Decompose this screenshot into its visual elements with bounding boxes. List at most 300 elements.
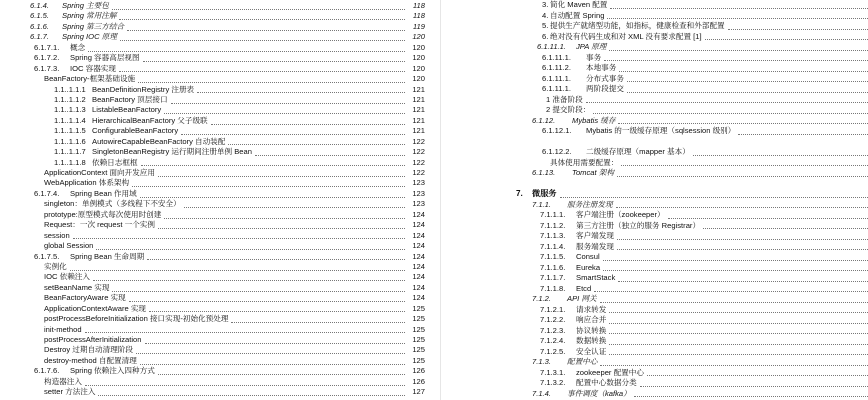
- toc-entry[interactable]: [456, 200, 868, 211]
- dot-leader: [668, 210, 868, 219]
- entry-title: 构造器注入: [44, 376, 82, 386]
- toc-entry[interactable]: [456, 126, 868, 137]
- toc-entry[interactable]: [456, 63, 868, 74]
- page-number: 124: [412, 251, 425, 261]
- dot-leader: [738, 126, 868, 135]
- toc-entry[interactable]: [456, 221, 868, 232]
- dot-leader: [145, 335, 405, 344]
- toc-entry[interactable]: [0, 74, 425, 84]
- toc-entry[interactable]: [456, 137, 868, 148]
- entry-title: 绝对没有代码生成和对 XML 没有要求配置 [1]: [550, 31, 702, 41]
- dot-leader: [617, 231, 868, 240]
- entry-number: 7.1.2.: [532, 294, 551, 303]
- entry-number: 1.1..1.1.2: [54, 94, 86, 104]
- toc-entry[interactable]: [0, 64, 425, 74]
- entry-number: 7.1.1.3.: [540, 231, 566, 240]
- entry-title: Spring 常用注解: [62, 11, 117, 21]
- entry-number: 6.1.6.: [30, 21, 49, 31]
- entry-title: destroy-method 自配置清理: [44, 355, 137, 365]
- toc-entry[interactable]: [456, 284, 868, 295]
- toc-entry[interactable]: [456, 11, 868, 22]
- page-number: 122: [412, 136, 425, 146]
- toc-entry[interactable]: [456, 210, 868, 221]
- page-number: 124: [412, 241, 425, 251]
- page-number: 124: [412, 209, 425, 219]
- entry-number: 6.1.13.: [532, 168, 556, 177]
- toc-entry[interactable]: [456, 32, 868, 43]
- dot-leader: [609, 42, 868, 51]
- entry-title: BeanDefinitionRegistry 注册表: [92, 84, 195, 94]
- entry-number: 7.1.2.3.: [540, 325, 566, 335]
- toc-entry[interactable]: [456, 294, 868, 305]
- entry-title: 具体使用需要配置：: [550, 157, 619, 167]
- toc-entry[interactable]: [0, 126, 425, 136]
- toc-entry[interactable]: [456, 347, 868, 358]
- entry-number: 7.1.1.5.: [540, 252, 566, 261]
- toc-right-column: [456, 0, 868, 399]
- dot-leader: [141, 158, 405, 167]
- entry-title: IOC 依赖注入: [44, 272, 90, 282]
- toc-entry[interactable]: [456, 263, 868, 274]
- entry-number: 5.: [542, 21, 549, 30]
- page-number: 120: [412, 42, 425, 52]
- toc-entry[interactable]: [0, 377, 425, 387]
- entry-title: JPA 原理: [576, 42, 607, 51]
- toc-entry[interactable]: [0, 85, 425, 95]
- entry-number: 7.1.2.5.: [540, 346, 566, 356]
- entry-number: 7.1.1.1.: [540, 210, 566, 219]
- entry-title: 二级缓存原理（mapper 基本）: [586, 147, 690, 156]
- entry-number: 1.1..1.1.3: [54, 105, 86, 115]
- toc-entry[interactable]: [0, 345, 425, 355]
- toc-entry[interactable]: [0, 158, 425, 168]
- dot-leader: [85, 377, 405, 386]
- entry-title: 简化 Maven 配置: [550, 0, 608, 9]
- entry-title: Consul: [576, 252, 600, 261]
- toc-entry[interactable]: [0, 335, 425, 345]
- toc-entry[interactable]: [456, 336, 868, 347]
- toc-entry[interactable]: [456, 326, 868, 337]
- entry-title: Request：一次 request 一个实例: [44, 220, 155, 230]
- entry-title: postProcessBeforeInitialization 接口实现-初始化预处理: [44, 314, 229, 324]
- page-number: 125: [412, 324, 425, 334]
- toc-entry[interactable]: [456, 105, 868, 116]
- dot-leader: [618, 116, 868, 125]
- dot-leader: [594, 284, 868, 293]
- dot-leader: [140, 189, 405, 198]
- dot-leader: [609, 336, 868, 345]
- page-number: 118: [412, 11, 425, 21]
- entry-title: prototype:原型模式每次使用时创建: [44, 209, 162, 219]
- entry-title: 客户端发现: [576, 231, 614, 240]
- toc-entry[interactable]: [0, 220, 425, 230]
- toc-entry[interactable]: [0, 252, 425, 262]
- page-number: 120: [412, 74, 425, 84]
- toc-entry[interactable]: [0, 356, 425, 366]
- entry-number: 7.1.3.1.: [540, 367, 566, 377]
- toc-entry[interactable]: [456, 0, 868, 11]
- dot-leader: [617, 242, 868, 251]
- toc-entry[interactable]: [0, 293, 425, 303]
- page-number: 123: [412, 188, 425, 198]
- toc-entry[interactable]: [456, 147, 868, 158]
- dot-leader: [143, 53, 405, 62]
- toc-entry[interactable]: [0, 387, 425, 397]
- dot-leader: [231, 314, 405, 323]
- entry-number: 7.1.2.2.: [540, 315, 566, 324]
- dot-leader: [132, 178, 405, 187]
- entry-title: 提供生产就绪型功能，如指标，健康检查和外部配置: [550, 21, 725, 30]
- dot-leader: [703, 221, 868, 230]
- dot-leader: [603, 263, 868, 272]
- entry-number: 7.1.1.8.: [540, 283, 566, 293]
- toc-entry[interactable]: [0, 231, 425, 241]
- page-number: 121: [412, 84, 425, 94]
- dot-leader: [140, 356, 405, 365]
- entry-title: WebApplication 体系架构: [44, 178, 130, 188]
- entry-number: 1.1..1.1.7: [54, 147, 86, 157]
- toc-entry[interactable]: [456, 315, 868, 326]
- dot-leader: [607, 11, 868, 20]
- toc-entry[interactable]: [456, 378, 868, 389]
- dot-leader: [171, 95, 405, 104]
- page-number: 123: [412, 178, 425, 188]
- dot-leader: [147, 252, 405, 261]
- entry-number: 1.1..1.1.5: [54, 126, 86, 136]
- dot-leader: [129, 293, 405, 302]
- toc-entry[interactable]: [0, 272, 425, 282]
- page-number: 120: [412, 63, 425, 73]
- entry-number: 6.1.12.: [532, 115, 556, 125]
- entry-title: BeanFactory-框架基础设施: [44, 74, 136, 84]
- page-number: 121: [412, 126, 425, 136]
- entry-title: 1 准备阶段: [546, 94, 583, 104]
- entry-title: global Session: [44, 241, 94, 251]
- toc-entry[interactable]: [456, 242, 868, 253]
- entry-title: init-method: [44, 324, 82, 334]
- dot-leader: [158, 366, 405, 375]
- entry-number: 6.1.7.4.: [34, 188, 60, 198]
- toc-entry[interactable]: [0, 325, 425, 335]
- toc-entry[interactable]: [0, 366, 425, 376]
- dot-leader: [119, 64, 405, 73]
- toc-entry[interactable]: [456, 21, 868, 32]
- entry-title: SmartStack: [576, 273, 616, 282]
- toc-entry[interactable]: [0, 11, 425, 21]
- entry-number: 3.: [542, 0, 549, 9]
- dot-leader: [640, 378, 868, 387]
- toc-entry[interactable]: [456, 179, 868, 190]
- entry-title: 响应合并: [576, 315, 607, 324]
- page-number: 125: [412, 355, 425, 365]
- entry-title: setter 方法注入: [44, 387, 96, 397]
- entry-number: 7.1.1.6.: [540, 262, 566, 272]
- entry-title: 概念: [70, 42, 86, 52]
- entry-number: 7.1.1.7.: [540, 273, 566, 282]
- entry-title: HierarchicalBeanFactory 父子级联: [92, 115, 208, 125]
- page-number: 122: [412, 157, 425, 167]
- toc-entry[interactable]: [0, 314, 425, 324]
- toc-entry[interactable]: [0, 168, 425, 178]
- toc-entry[interactable]: [0, 178, 425, 188]
- toc-left-column: [0, 0, 425, 398]
- toc-entry[interactable]: [456, 158, 868, 169]
- dot-leader: [119, 11, 405, 20]
- column-divider: [440, 0, 441, 400]
- dot-leader: [586, 95, 868, 104]
- dot-leader: [255, 147, 405, 156]
- toc-entry[interactable]: [0, 105, 425, 115]
- dot-leader: [112, 283, 405, 292]
- dot-leader: [127, 22, 405, 31]
- entry-number: 1.1..1.1.4: [54, 115, 86, 125]
- entry-number: 7.1.2.4.: [540, 336, 566, 345]
- toc-entry[interactable]: [456, 84, 868, 95]
- toc-entry[interactable]: [456, 53, 868, 64]
- dot-leader: [120, 32, 405, 41]
- entry-title: 实例化: [44, 261, 67, 271]
- entry-number: 4.: [542, 10, 549, 20]
- page-number: 119: [412, 21, 425, 31]
- dot-leader: [604, 53, 868, 62]
- dot-leader: [609, 315, 868, 324]
- dot-leader: [184, 199, 405, 208]
- toc-entry[interactable]: [0, 262, 425, 272]
- toc-entry[interactable]: [0, 189, 425, 199]
- dot-leader: [197, 85, 405, 94]
- entry-title: 微服务: [532, 189, 557, 198]
- entry-title: 事件调度（kafka）: [567, 388, 631, 398]
- entry-number: 1.1..1.1.8: [54, 157, 86, 167]
- toc-entry[interactable]: [0, 1, 425, 11]
- entry-title: Destroy 过期自动清理阶段: [44, 345, 134, 355]
- entry-number: 7.1.1.: [532, 199, 551, 209]
- page-number: 124: [412, 220, 425, 230]
- dot-leader: [705, 32, 868, 41]
- page-number: 124: [412, 282, 425, 292]
- entry-number: 1.1..1.1.6: [54, 136, 86, 146]
- entry-title: Spring Bean 作用域: [70, 188, 137, 198]
- toc-entry[interactable]: [456, 389, 868, 400]
- entry-number: 6.1.11.1.: [542, 84, 571, 93]
- entry-number: 6.1.7.2.: [34, 53, 60, 63]
- entry-title: Etcd: [576, 283, 592, 293]
- page-number: 122: [412, 168, 425, 177]
- entry-title: Mybatis 缓存: [572, 115, 616, 125]
- dot-leader: [73, 231, 405, 240]
- dot-leader: [211, 116, 405, 125]
- entry-title: Eureka: [576, 262, 601, 272]
- dot-leader: [627, 84, 868, 93]
- entry-number: 6.1.7.6.: [34, 366, 60, 376]
- dot-leader: [593, 105, 868, 114]
- toc-entry[interactable]: [456, 42, 868, 53]
- page-number: 118: [412, 1, 425, 10]
- entry-title: 分布式事务: [586, 73, 624, 83]
- page-number: 124: [412, 293, 425, 303]
- entry-title: AutowireCapableBeanFactory 自动装配: [92, 136, 226, 146]
- dot-leader: [70, 262, 405, 271]
- entry-number: 6.1.11.2.: [542, 63, 571, 72]
- toc-entry[interactable]: [0, 95, 425, 105]
- page-number: 124: [412, 272, 425, 282]
- entry-number: 7.1.2.1.: [540, 304, 566, 314]
- dot-leader: [609, 347, 868, 356]
- entry-title: Spring IOC 原理: [62, 32, 117, 42]
- entry-title: 依赖日志框框: [92, 157, 138, 167]
- page-number: 124: [412, 230, 425, 240]
- dot-leader: [693, 147, 868, 156]
- entry-title: Spring 依赖注入四种方式: [70, 366, 155, 376]
- entry-number: 7.1.4.: [532, 388, 551, 398]
- entry-number: 6.1.11.1.: [537, 42, 566, 51]
- entry-title: 请求转发: [576, 304, 607, 314]
- dot-leader: [609, 326, 868, 335]
- entry-title: 事务: [586, 52, 602, 62]
- entry-title: singleton：单例模式（多线程下不安全）: [44, 199, 181, 209]
- entry-number: 6.1.7.3.: [34, 63, 60, 73]
- page-number: 125: [412, 335, 425, 344]
- page-number: 121: [412, 115, 425, 125]
- entry-title: SingletonBeanRegistry 运行期间注册单例 Bean: [92, 147, 252, 157]
- toc-entry[interactable]: [456, 273, 868, 284]
- entry-title: 协议转换: [576, 325, 607, 335]
- toc-entry[interactable]: [0, 241, 425, 251]
- entry-title: postProcessAfterInitialization: [44, 335, 142, 344]
- entry-number: 6.1.12.1.: [542, 126, 572, 135]
- toc-entry[interactable]: [0, 32, 425, 42]
- page-number: 126: [412, 366, 425, 376]
- dot-leader: [560, 189, 868, 198]
- page-number: 121: [412, 94, 425, 104]
- page-number: 121: [412, 105, 425, 115]
- entry-number: 6.1.12.2.: [542, 147, 572, 156]
- entry-title: Spring 主要包: [62, 1, 109, 10]
- dot-leader: [181, 126, 405, 135]
- dot-leader: [138, 74, 405, 83]
- dot-leader: [619, 63, 868, 72]
- dot-leader: [618, 273, 868, 282]
- dot-leader: [164, 105, 405, 114]
- entry-title: Spring 容器高层视图: [70, 53, 140, 63]
- dot-leader: [600, 357, 868, 366]
- entry-number: 6.1.7.1.: [34, 42, 60, 52]
- toc-entry[interactable]: [456, 357, 868, 368]
- toc-entry[interactable]: [456, 116, 868, 127]
- dot-leader: [616, 200, 868, 209]
- entry-title: ListableBeanFactory: [92, 105, 162, 115]
- page-number: 120: [412, 53, 425, 63]
- page-number: 125: [412, 345, 425, 355]
- toc-entry[interactable]: [0, 304, 425, 314]
- toc-entry[interactable]: [456, 95, 868, 106]
- entry-title: 客户端注册（zookeeper）: [576, 210, 665, 219]
- entry-title: ApplicationContext 面向开发应用: [44, 168, 155, 177]
- entry-number: 7.1.1.2.: [540, 220, 566, 230]
- entry-number: 7.1.1.4.: [540, 241, 566, 251]
- dot-leader: [609, 305, 868, 314]
- entry-title: session: [44, 230, 70, 240]
- entry-title: Tomcat 架构: [572, 168, 614, 177]
- toc-entry[interactable]: [456, 74, 868, 85]
- entry-title: ApplicationContextAware 实现: [44, 303, 147, 313]
- entry-number: 7.: [516, 189, 523, 198]
- entry-number: 6.1.11.1.: [542, 52, 571, 62]
- entry-number: 6.1.7.: [30, 32, 49, 42]
- entry-title: zookeeper 配置中心: [576, 367, 644, 377]
- page-number: 125: [412, 303, 425, 313]
- page-number: 126: [412, 376, 425, 386]
- dot-leader: [136, 345, 405, 354]
- entry-number: 7.1.3.2.: [540, 378, 566, 387]
- dot-leader: [88, 43, 405, 52]
- entry-title: Mybatis 的一级缓存原理（sqlsession 级别）: [586, 126, 736, 135]
- toc-entry[interactable]: [0, 199, 425, 209]
- page-number: 125: [412, 314, 425, 324]
- toc-entry[interactable]: [0, 43, 425, 53]
- entry-number: 6.1.4.: [30, 1, 49, 10]
- toc-entry[interactable]: [0, 22, 425, 32]
- toc-entry[interactable]: [0, 53, 425, 63]
- entry-title: setBeanName 实现: [44, 282, 110, 292]
- entry-number: 6.: [542, 31, 549, 41]
- toc-entry[interactable]: [456, 231, 868, 242]
- page-number: 122: [412, 147, 425, 157]
- entry-title: Spring 第三方结合: [62, 21, 125, 31]
- entry-title: 2 提交阶段：: [546, 105, 591, 114]
- entry-number: 6.1.11.1.: [542, 73, 571, 83]
- toc-entry[interactable]: [456, 252, 868, 263]
- dot-leader: [93, 272, 405, 281]
- toc-entry[interactable]: [456, 305, 868, 316]
- toc-entry[interactable]: [456, 189, 868, 200]
- dot-leader: [164, 210, 405, 219]
- toc-entry[interactable]: [456, 368, 868, 379]
- entry-number: 6.1.5.: [30, 11, 49, 21]
- dot-leader: [600, 294, 868, 303]
- toc-entry[interactable]: [0, 147, 425, 157]
- dot-leader: [149, 304, 405, 313]
- entry-title: IOC 容器实现: [70, 63, 116, 73]
- toc-entry[interactable]: [0, 137, 425, 147]
- dot-leader: [98, 387, 405, 396]
- page-number: 120: [412, 32, 425, 42]
- dot-leader: [228, 137, 405, 146]
- toc-entry[interactable]: [456, 168, 868, 179]
- dot-leader: [158, 220, 405, 229]
- dot-leader: [96, 241, 405, 250]
- dot-leader: [158, 168, 405, 177]
- page-number: 124: [412, 261, 425, 271]
- dot-leader: [621, 158, 868, 167]
- entry-number: 1.1..1.1.1: [54, 84, 86, 94]
- dot-leader: [728, 21, 868, 30]
- entry-title: 配置中心数据分类: [576, 378, 637, 387]
- entry-title: 自动配置 Spring: [550, 10, 605, 20]
- entry-title: API 网关: [567, 294, 597, 303]
- toc-entry[interactable]: [0, 283, 425, 293]
- dot-leader: [617, 168, 868, 177]
- dot-leader: [112, 1, 405, 10]
- entry-title: BeanFactoryAware 实现: [44, 293, 126, 303]
- entry-title: 配置中心: [567, 357, 598, 366]
- entry-title: 服务端发现: [576, 241, 614, 251]
- toc-entry[interactable]: [0, 210, 425, 220]
- entry-title: Spring Bean 生命周期: [70, 251, 145, 261]
- entry-title: 服务注册发现: [567, 199, 613, 209]
- entry-title: 两阶段提交: [586, 84, 624, 93]
- toc-entry[interactable]: [0, 116, 425, 126]
